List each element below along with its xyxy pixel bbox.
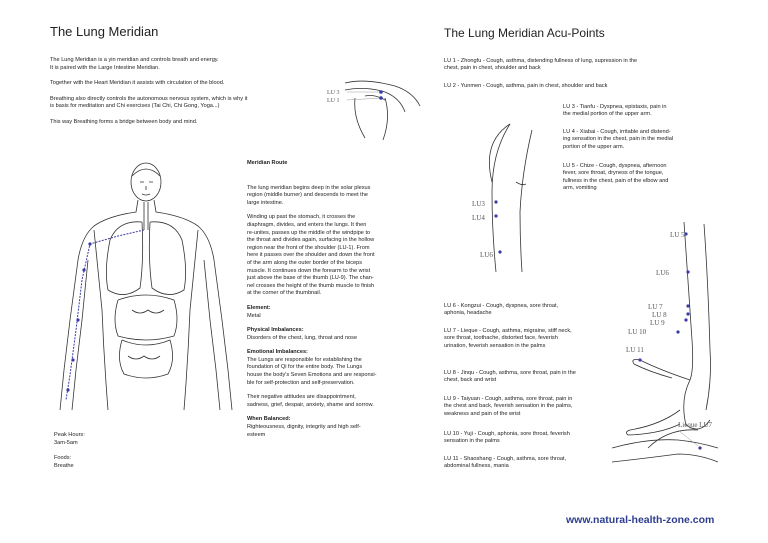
acu-line: LU 2 - Yunmen - Cough, asthma, pain in chest, shoulder and back <box>444 83 608 89</box>
label-hand-lu5: LU 5 <box>670 231 685 239</box>
label-hand-lu10: LU 10 <box>628 328 647 336</box>
label-hand-lu9: LU 9 <box>650 319 665 327</box>
route-line: Winding up past the stomach, it crosses the <box>247 214 356 221</box>
intro-line: The Lung Meridian is a yin meridian and controls breath and energy. <box>50 57 219 63</box>
label-arm-lu3: LU3 <box>472 200 485 208</box>
acu-line: fullness in the chest, pain of the elbow and <box>563 177 669 184</box>
intro-line: Breathing also directly controls the autonomous nervous system, which is why it <box>50 95 248 102</box>
acu-point-lu4 <box>563 129 713 151</box>
acu-line: abdominal fullness, mania <box>444 463 509 470</box>
body-figure <box>48 160 244 420</box>
acu-line: sensation in the palms <box>444 438 500 445</box>
label-shoulder-lu1: LU 1 <box>327 98 340 104</box>
physical-value: Disorders of the chest, lung, throat and nose <box>247 334 358 341</box>
acu-line: ing sensation in the chest, pain in the medial <box>563 136 674 143</box>
acu-line: LU 4 - Xiabai - Cough, irritable and distend- <box>563 129 671 135</box>
route-line: re-unites, passes up the middle of the windpipe to <box>247 229 371 236</box>
upper-arm-figure <box>462 122 558 282</box>
acu-line: LU 7 - Lieque - Cough, asthma, migraine, stiff neck, <box>444 328 572 334</box>
meridian-route <box>247 160 417 439</box>
acu-point-lu7 <box>444 328 634 350</box>
acu-point-lu1 <box>444 58 744 73</box>
acu-line: arm, vomiting <box>563 185 597 192</box>
route-heading: Meridian Route <box>247 160 288 166</box>
lieque-figure <box>608 418 728 498</box>
peak-label: Peak Hours: <box>54 432 85 438</box>
route-line: large intestine. <box>247 199 284 206</box>
acu-point-lu10 <box>444 431 624 446</box>
label-arm-lu4: LU4 <box>472 214 485 222</box>
acu-line: LU 6 - Kongzui - Cough, dyspnea, sore throat, <box>444 303 559 309</box>
acu-line: LU 11 - Shaoshang - Cough, asthma, sore throat, <box>444 456 567 462</box>
intro-line: is basis for meditation and Chi exercises (Tai Chi, Chi Gong, Yoga...) <box>50 103 220 110</box>
intro-text <box>50 57 350 127</box>
acu-line: portion of the upper arm. <box>563 143 625 150</box>
acu-line: LU 9 - Taiyuan - Cough, asthma, sore throat, pain in <box>444 396 573 402</box>
route-line: The lung meridian begins deep in the solar plexus <box>247 184 371 191</box>
route-line: nel crosses the height of the thumb muscle to finish <box>247 282 375 289</box>
acu-line: weakness and pain of the wrist <box>444 410 521 417</box>
emotional-label: Emotional Imbalances: <box>247 349 308 356</box>
page-title: The Lung Meridian <box>50 24 159 39</box>
emotional-line: ble for self-protection and self-preservation. <box>247 379 355 386</box>
balanced-label: When Balanced: <box>247 416 291 423</box>
route-line: just above the base of the thumb (LU-9). The chan- <box>247 275 374 282</box>
acu-line: LU 3 - Tianfu - Dyspnea, epistaxis, pain in <box>563 104 667 110</box>
acu-line: urination, feverish sensation in the palms <box>444 342 546 349</box>
balanced-line: Righteousness, dignity, integrity and high self- <box>247 424 361 431</box>
route-line: the throat and divides again, surfacing in the hollow <box>247 237 375 244</box>
balanced-line: esteem <box>247 431 266 438</box>
element-value: Metal <box>247 312 261 319</box>
acu-point-lu9 <box>444 396 634 418</box>
emotional-line: The Lungs are responsible for establishing the <box>247 356 362 363</box>
route-line: muscle. It continues down the forearm to the wrist <box>247 267 371 274</box>
route-line: here it passes over the shoulder and down the front <box>247 252 375 259</box>
acu-line: chest, pain in chest, shoulder and back <box>444 65 541 72</box>
route-line: at the corner of the thumbnail. <box>247 290 322 297</box>
acu-line: LU 8 - Jinqu - Cough, asthma, sore throat, pain in the <box>444 370 576 376</box>
foods-label: Foods: <box>54 455 72 462</box>
acu-line: fever, sore throat, dryness of the tongue, <box>563 170 664 177</box>
intro-line: It is paired with the Large Intestine Meridian. <box>50 64 160 71</box>
website-link[interactable]: www.natural-health-zone.com <box>566 514 715 526</box>
physical-label: Physical Imbalances: <box>247 327 304 334</box>
label-shoulder-lu3: LU 3 <box>327 90 340 96</box>
route-line: of the arm along the outer border of the biceps <box>247 259 363 266</box>
emotional-line: foundation of Qi for the entire body. The Lungs <box>247 364 363 371</box>
acu-line: the medial portion of the upper arm. <box>563 111 652 118</box>
peak-value: 3am-5am <box>54 439 78 446</box>
emotional-line: house the body's Seven Emotions and are responsi- <box>247 372 377 379</box>
acu-point-lu5 <box>563 163 713 193</box>
acu-line: chest, back and wrist <box>444 377 497 384</box>
label-hand-lu8: LU 8 <box>652 311 667 319</box>
foods-value: Breathe <box>54 462 74 469</box>
acu-line: LU 10 - Yuji - Cough, aphonia, sore throat, feverish <box>444 431 570 437</box>
intro-line: Together with the Heart Meridian it assists with circulation of the blood. <box>50 80 225 87</box>
negative-line: sadness, grief, despair, anxiety, shame and sorrow. <box>247 401 374 408</box>
acu-point-lu2 <box>444 83 744 90</box>
shoulder-figure <box>325 78 425 148</box>
acu-point-lu11 <box>444 456 614 471</box>
route-line: diaphragm, divides, and enters the lungs. It then <box>247 221 367 228</box>
label-hand-lu11: LU 11 <box>626 346 644 354</box>
peak-hours <box>54 432 85 470</box>
element-label: Element: <box>247 304 271 311</box>
acu-line: LU 1 - Zhongfu - Cough, asthma, distending fullness of lung, supression in the <box>444 58 638 64</box>
acu-line: the chest and back, feverish sensation in the palms, <box>444 403 573 410</box>
negative-line: Their negative attitudes are disappointment, <box>247 394 356 401</box>
acu-line: sore throat, toothache, distorted face, feverish <box>444 335 558 342</box>
acu-line: LU 5 - Chize - Cough, dyspnea, afternoon <box>563 163 667 169</box>
acu-points-title: The Lung Meridian Acu-Points <box>444 26 605 40</box>
label-hand-lu6: LU6 <box>656 269 669 277</box>
forearm-hand-figure <box>620 220 720 450</box>
label-lieque: Lieque LU7 <box>678 421 713 429</box>
acu-line: aphonia, headache <box>444 310 492 317</box>
route-line: region (middle burner) and descends to meet the <box>247 192 368 199</box>
acu-point-lu6 <box>444 303 624 318</box>
acu-point-lu8 <box>444 370 634 385</box>
route-line: region near the front of the shoulder (LU-1). From <box>247 244 370 251</box>
intro-line: This way Breathing forms a bridge between body and mind. <box>50 118 198 125</box>
acu-point-lu3 <box>563 104 713 119</box>
label-hand-lu7: LU 7 <box>648 303 663 311</box>
label-arm-lu6: LU6 <box>480 251 493 259</box>
